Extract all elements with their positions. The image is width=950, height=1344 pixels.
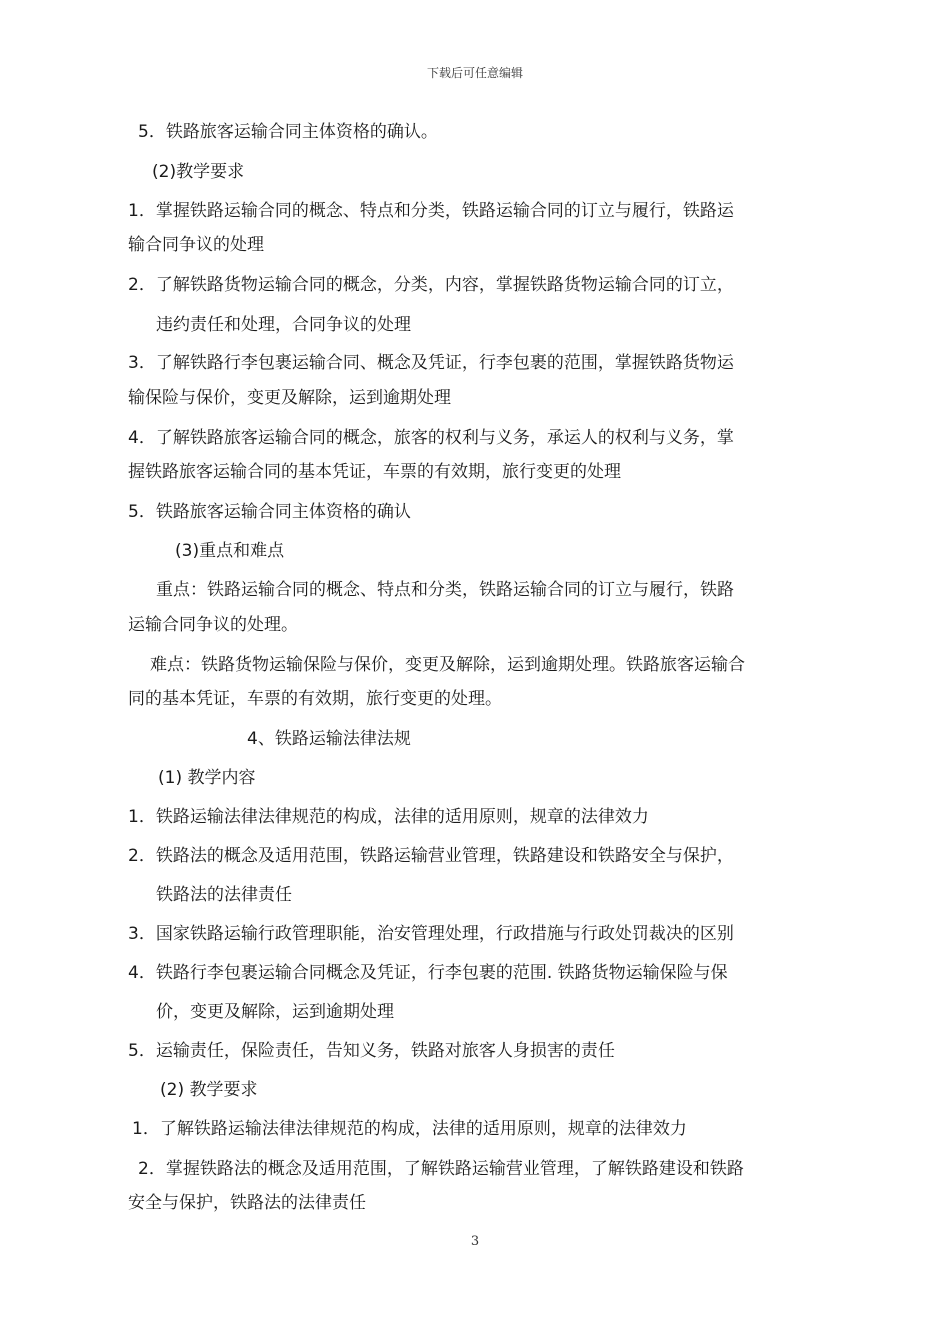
- section-heading: (2) 教学要求: [160, 1080, 258, 1100]
- text-line: 2．了解铁路货物运输合同的概念，分类，内容，掌握铁路货物运输合同的订立，: [128, 275, 734, 295]
- text-line: 5．运输责任，保险责任，告知义务，铁路对旅客人身损害的责任: [128, 1041, 615, 1061]
- section-heading: (3)重点和难点: [175, 541, 285, 561]
- text-line: 价，变更及解除，运到逾期处理: [156, 1002, 394, 1022]
- text-line: 违约责任和处理，合同争议的处理: [156, 315, 411, 335]
- text-line: 2．掌握铁路法的概念及适用范围，了解铁路运输营业管理，了解铁路建设和铁路: [138, 1159, 744, 1179]
- text-line: 3．了解铁路行李包裹运输合同、概念及凭证，行李包裹的范围，掌握铁路货物运: [128, 353, 734, 373]
- text-line: 运输合同争议的处理。: [128, 615, 298, 635]
- page-number: 3: [470, 1234, 480, 1249]
- text-line: 2．铁路法的概念及适用范围，铁路运输营业管理，铁路建设和铁路安全与保护，: [128, 846, 734, 866]
- text-line: 输合同争议的处理: [128, 235, 264, 255]
- text-line: 握铁路旅客运输合同的基本凭证，车票的有效期，旅行变更的处理: [128, 462, 621, 482]
- text-line: 3．国家铁路运输行政管理职能，治安管理处理，行政措施与行政处罚裁决的区别: [128, 924, 734, 944]
- text-line: 1．了解铁路运输法律法律规范的构成，法律的适用原则，规章的法律效力: [132, 1119, 687, 1139]
- page-header: 下载后可任意编辑: [426, 66, 523, 80]
- text-line: 1．铁路运输法律法律规范的构成，法律的适用原则，规章的法律效力: [128, 807, 649, 827]
- text-line: 难点：铁路货物运输保险与保价，变更及解除，运到逾期处理。铁路旅客运输合: [150, 655, 745, 675]
- section-title: 4、铁路运输法律法规: [247, 729, 411, 749]
- section-heading: (2)教学要求: [152, 162, 245, 182]
- text-line: 同的基本凭证，车票的有效期，旅行变更的处理。: [128, 689, 502, 709]
- text-line: 4．了解铁路旅客运输合同的概念，旅客的权利与义务，承运人的权利与义务，掌: [128, 428, 734, 448]
- text-line: 5．铁路旅客运输合同主体资格的确认。: [138, 122, 438, 142]
- text-line: 5．铁路旅客运输合同主体资格的确认: [128, 502, 411, 522]
- text-line: 4．铁路行李包裹运输合同概念及凭证，行李包裹的范围. 铁路货物运输保险与保: [128, 963, 728, 983]
- text-line: 铁路法的法律责任: [156, 885, 292, 905]
- text-line: 安全与保护，铁路法的法律责任: [128, 1193, 366, 1213]
- text-line: 重点：铁路运输合同的概念、特点和分类，铁路运输合同的订立与履行，铁路: [156, 580, 734, 600]
- text-line: 输保险与保价，变更及解除，运到逾期处理: [128, 388, 451, 408]
- text-line: 1．掌握铁路运输合同的概念、特点和分类，铁路运输合同的订立与履行，铁路运: [128, 201, 734, 221]
- section-heading: (1) 教学内容: [158, 768, 256, 788]
